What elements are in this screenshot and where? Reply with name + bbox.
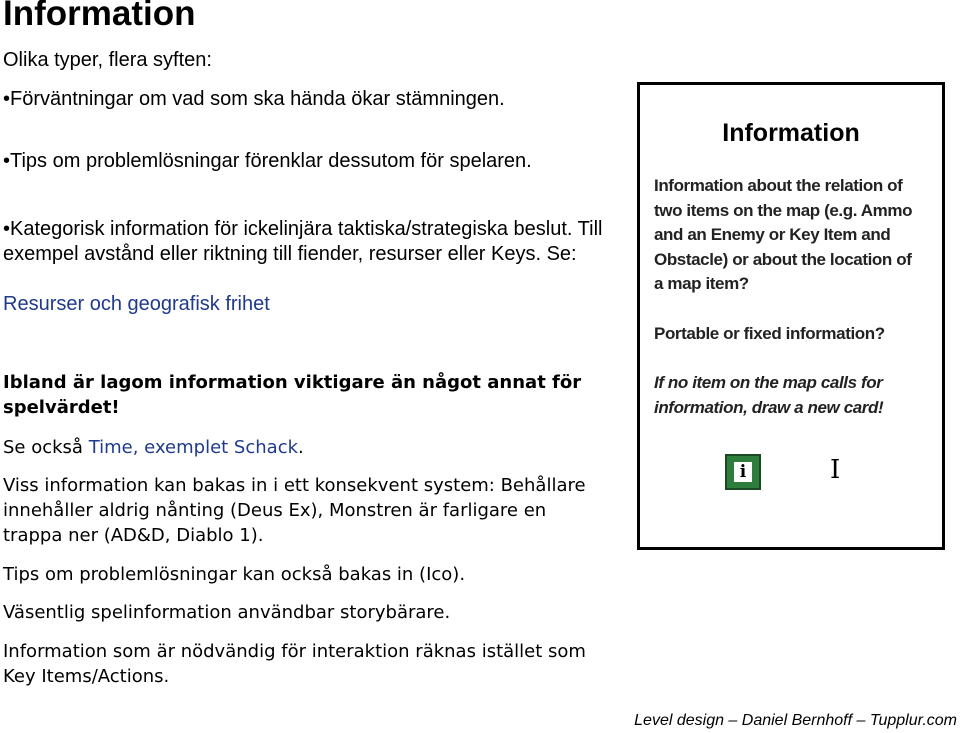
page-title: Information	[3, 0, 196, 33]
see-also-suffix: .	[298, 437, 304, 458]
card-instruction: If no item on the map calls for information, draw a new card!	[654, 373, 884, 417]
paragraph-systems: Viss information kan bakas in i ett konsekvent system: Behållare innehåller aldrig nånting (Deus Ex), Monstren är farligare en trappa ner (AD&D, Diablo 1).	[3, 475, 586, 546]
paragraph-tips: Tips om problemlösningar kan också bakas in (Ico).	[3, 564, 466, 585]
bullet-categorical: •Kategorisk information för ickelinjära taktiska/strategiska beslut. Till exempel avstånd eller riktning till fiender, resurser eller Keys. Se:	[3, 218, 603, 265]
portable-info-icon	[725, 454, 761, 490]
information-card	[637, 82, 945, 550]
card-title: Information	[722, 119, 860, 147]
fixed-info-icon: I	[830, 455, 841, 485]
time-chess-link[interactable]: Time, exemplet Schack	[88, 437, 299, 458]
paragraph-story: Väsentlig spelinformation användbar storybärare.	[3, 602, 451, 623]
footer-credit: Level design – Daniel Bernhoff – Tupplur.com	[634, 712, 957, 729]
see-also-line	[3, 435, 304, 460]
info-icon-letter: i	[734, 462, 752, 482]
paragraph-key-items: Information som är nödvändig för interaktion räknas istället som Key Items/Actions.	[3, 641, 586, 687]
resources-link[interactable]: Resurser och geografisk frihet	[3, 293, 270, 315]
bullet-tips: •Tips om problemlösningar förenklar dessutom för spelaren.	[3, 150, 532, 172]
card-question: Portable or fixed information?	[654, 324, 885, 343]
intro-text: Olika typer, flera syften:	[3, 49, 212, 71]
bullet-expectations: •Förväntningar om vad som ska hända ökar stämningen.	[3, 88, 505, 110]
card-description: Information about the relation of two items on the map (e.g. Ammo and an Enemy or Key Item and Obstacle) or about the location of a map item?	[654, 176, 913, 293]
bold-statement: Ibland är lagom information viktigare än något annat för spelvärdet!	[3, 372, 582, 418]
see-also-prefix: Se också	[3, 437, 89, 458]
